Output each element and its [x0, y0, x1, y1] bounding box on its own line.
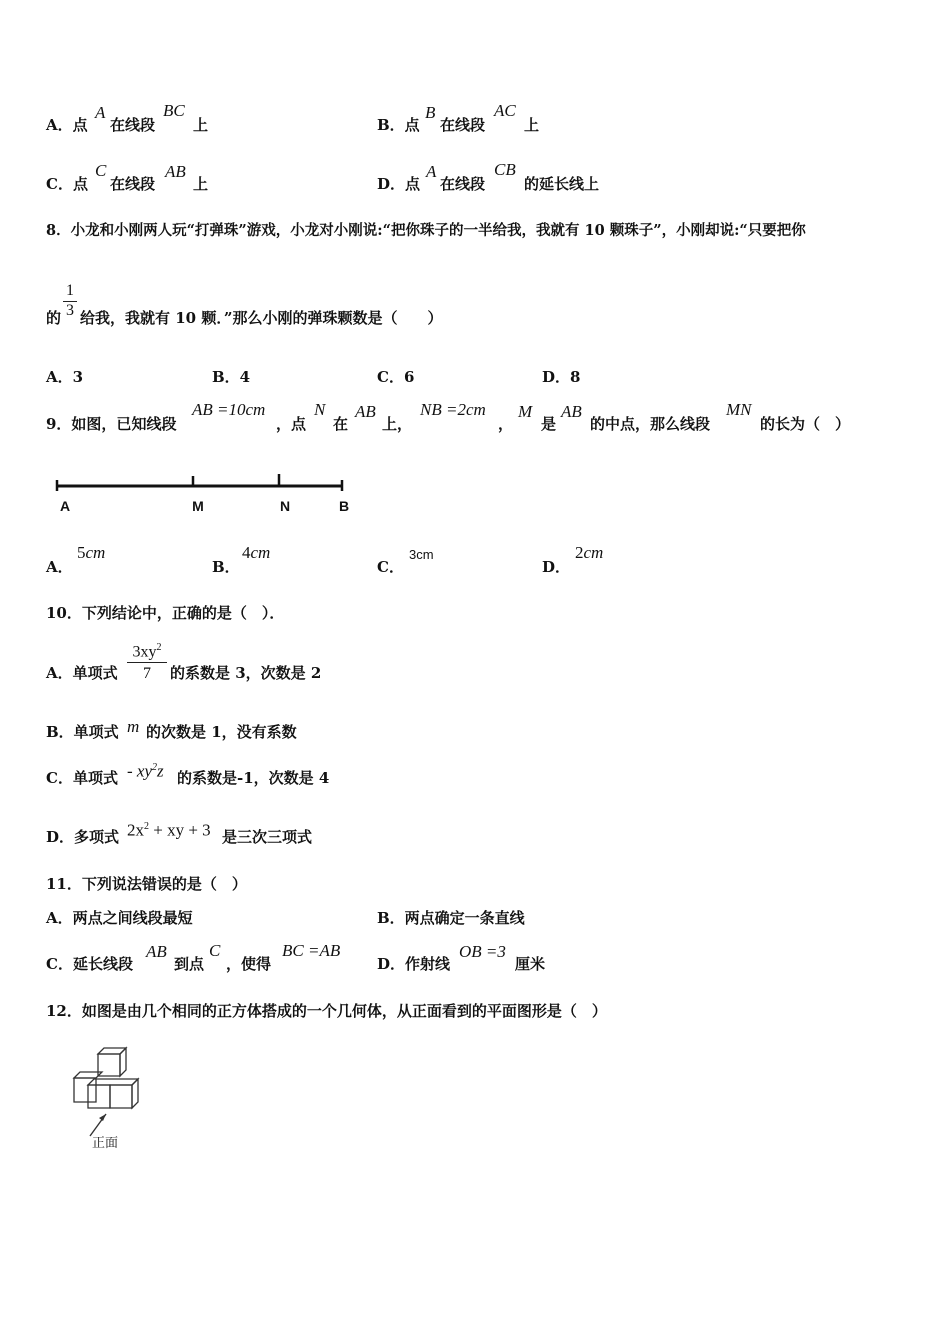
q9-m1: AB =10cm [192, 400, 266, 419]
q7-c-mid: 在线段 [110, 175, 156, 193]
q11-d-m: OB =3 [459, 942, 506, 961]
q10-b-m: m [127, 717, 140, 736]
q7-c-end: 上 [193, 175, 209, 193]
top-cube-side [120, 1048, 126, 1076]
q10-title: 10．下列结论中，正确的是（ ）． [46, 604, 285, 622]
label-b: B [338, 498, 350, 514]
q9-m7: MN [726, 400, 752, 419]
q11-d-pre: D．作射线 [377, 955, 451, 973]
q8-option-c: C．6 [377, 368, 415, 386]
q7-d-mid: 在线段 [440, 175, 486, 193]
q7-a-seg: BC [163, 101, 185, 120]
q9-s2: ，点 [276, 415, 307, 433]
front-cube-2 [110, 1085, 132, 1108]
q8-option-b: B．4 [212, 368, 251, 386]
q9-s4: 上， [382, 415, 413, 433]
label-m: M [192, 498, 204, 514]
q7-a-end: 上 [193, 116, 209, 134]
q9-s1: 9．如图，已知线段 [46, 415, 177, 433]
q7-b-end: 上 [524, 116, 540, 134]
q9-opt-c-num: 3cm [409, 547, 434, 562]
q7-c-var: C [95, 161, 107, 180]
q8-line2: 给我，我就有 10 颗．”那么小刚的弹珠颗数是（ ） [80, 309, 443, 327]
left-cube-front [74, 1078, 96, 1102]
front-cube-1 [88, 1085, 110, 1108]
q10-d-post: 是三次三项式 [222, 828, 313, 846]
q10-a-den: 7 [143, 665, 151, 683]
q8-option-a: A．3 [46, 368, 84, 386]
q7-d-var: A [426, 162, 437, 181]
q9-segment-figure [48, 470, 358, 522]
q9-s3: 在 [333, 415, 349, 433]
q7-d-label: D．点 [377, 175, 421, 193]
q7-c-label: C．点 [46, 175, 88, 193]
q11-c-mid2: ，使得 [226, 955, 272, 973]
q7-d-seg: CB [494, 160, 516, 179]
q9-opt-a-label: A． [46, 558, 73, 576]
q10-a-num: $3xy^2$ [132, 642, 162, 661]
q10-c-expr: - $xy^2z$ [127, 761, 164, 781]
front-label: 正面 [92, 1136, 119, 1151]
q10-a-pre: A．单项式 [46, 664, 118, 682]
q9-m4: NB =2cm [420, 400, 486, 419]
q11-c-m1: AB [146, 942, 167, 961]
q7-d-end: 的延长线上 [524, 175, 600, 193]
q11-c-mid: 到点 [174, 955, 205, 973]
q9-m3: AB [355, 402, 376, 421]
q7-b-seg: AC [494, 101, 516, 120]
front-cubes-side [132, 1079, 138, 1108]
q7-a-label: A．点 [46, 116, 88, 134]
q8-fraction [62, 282, 78, 320]
q9-opt-d-label: D． [542, 558, 571, 576]
q9-s7: 的中点，那么线段 [590, 415, 711, 433]
q9-opt-b-num: 4cm [242, 543, 271, 562]
q10-c-pre: C．单项式 [46, 769, 118, 787]
q10-a-fraction [127, 638, 167, 683]
q11-option-a: A．两点之间线段最短 [46, 909, 193, 927]
q7-b-var: B [425, 103, 436, 122]
q10-c-post: 的系数是-1，次数是 4 [177, 769, 330, 787]
q12-title: 12．如图是由几个相同的正方体搭成的一个几何体，从正面看到的平面图形是（ ） [46, 1002, 607, 1020]
q9-s8: 的长为（ ） [760, 415, 851, 433]
label-n: N [279, 498, 291, 514]
q7-b-mid: 在线段 [440, 116, 486, 134]
q10-d-pre: D．多项式 [46, 828, 120, 846]
q8-line1: 8．小龙和小刚两人玩“打弹珠”游戏，小龙对小刚说:“把你珠子的一半给我，我就有 10 颗珠子”，小刚却说:“只要把你 [46, 222, 806, 239]
q9-m6: AB [561, 402, 582, 421]
q10-d-expr: $2x^2$ + xy + 3 [127, 820, 211, 840]
label-a: A [60, 498, 71, 514]
q7-c-seg: AB [165, 162, 186, 181]
q8-pre: 的 [46, 309, 62, 327]
q9-m2: N [314, 400, 326, 419]
q11-c-pre: C．延长线段 [46, 955, 133, 973]
q11-option-b: B．两点确定一条直线 [377, 909, 525, 927]
q9-s6: 是 [541, 415, 557, 433]
q9-opt-c-label: C． [377, 558, 404, 576]
q8-frac-den: 3 [66, 302, 74, 319]
q10-a-bar [127, 662, 167, 663]
q7-a-mid: 在线段 [110, 116, 156, 134]
q8-option-d: D．8 [542, 368, 581, 386]
q9-m5: M [518, 402, 533, 421]
q10-b-post: 的次数是 1，没有系数 [146, 723, 297, 741]
q10-b-pre: B．单项式 [46, 723, 119, 741]
view-arrow-head [99, 1114, 106, 1121]
q8-frac-num: 1 [66, 282, 74, 299]
q11-c-m3: BC =AB [282, 941, 341, 960]
q11-d-post: 厘米 [515, 955, 546, 973]
q9-opt-d-num: 2cm [575, 543, 604, 562]
q9-s5: ， [498, 415, 514, 433]
q12-cube-figure [68, 1044, 158, 1152]
q9-opt-a-num: 5cm [77, 543, 106, 562]
q11-c-m2: C [209, 941, 221, 960]
q11-title: 11．下列说法错误的是（ ） [46, 875, 247, 893]
q7-a-var: A [95, 103, 106, 122]
q7-b-label: B．点 [377, 116, 420, 134]
q9-opt-b-label: B． [212, 558, 240, 576]
q10-a-post: 的系数是 3，次数是 2 [170, 664, 322, 682]
